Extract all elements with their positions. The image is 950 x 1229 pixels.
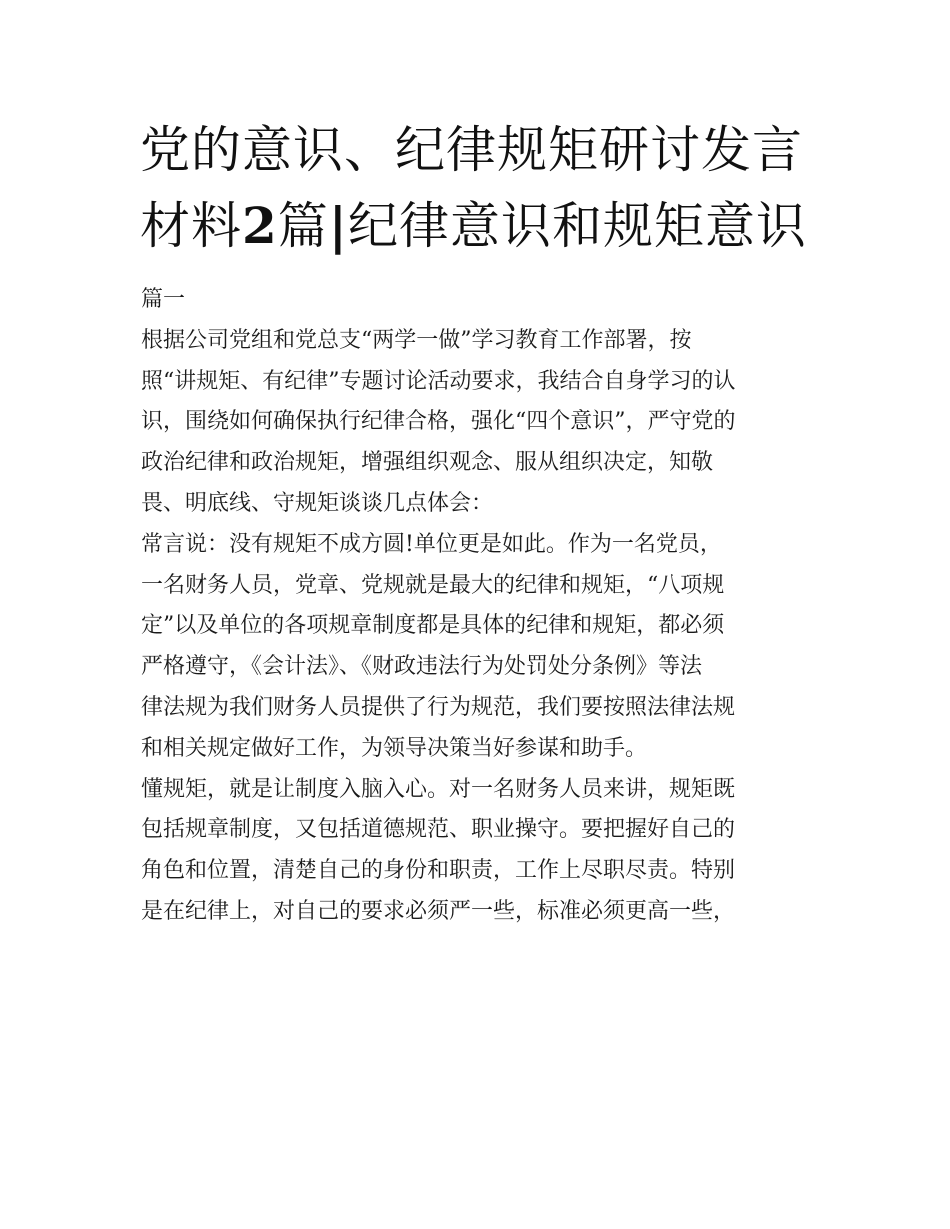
body-line: 根据公司党组和党总支“两学一做”学习教育工作部署，按 bbox=[141, 327, 692, 353]
body-line: 政治纪律和政治规矩，增强组织观念、服从组织决定，知敬 bbox=[141, 450, 714, 476]
body-line: 严格遵守，《会计法》、《财政违法行为处罚处分条例》等法 bbox=[141, 654, 703, 680]
title-line-1 bbox=[140, 112, 840, 188]
body-line: 一名财务人员，党章、党规就是最大的纪律和规矩，“八项规 bbox=[141, 572, 725, 598]
body-line: 畏、明底线、守规矩谈谈几点体会： bbox=[141, 490, 494, 516]
title-number: 2 bbox=[242, 196, 278, 255]
body-line: 和相关规定做好工作，为领导决策当好参谋和助手。 bbox=[141, 735, 648, 761]
body-line: 角色和位置，清楚自己的身份和职责，工作上尽职尽责。特别 bbox=[141, 858, 736, 884]
body-line: 是在纪律上，对自己的要求必须严一些，标准必须更高一些， bbox=[141, 898, 736, 924]
title-text: 篇 bbox=[277, 197, 329, 255]
document-title bbox=[140, 112, 840, 264]
title-separator: | bbox=[328, 196, 348, 255]
document-body bbox=[141, 280, 821, 933]
body-line: 常言说：没有规矩不成方圆!单位更是如此。作为一名党员， bbox=[141, 531, 722, 557]
body-line: 照“讲规矩、有纪律”专题讨论活动要求，我结合自身学习的认 bbox=[141, 368, 736, 394]
section-heading: 篇一 bbox=[141, 287, 186, 312]
body-line: 包括规章制度，又包括道德规范、职业操守。要把握好自己的 bbox=[141, 817, 736, 843]
title-text: 纪律意识和规矩意识 bbox=[348, 197, 807, 255]
body-line: 律法规为我们财务人员提供了行为规范，我们要按照法律法规 bbox=[141, 694, 736, 720]
body-line: 识，围绕如何确保执行纪律合格，强化“四个意识”，严守党的 bbox=[141, 409, 736, 435]
body-line: 懂规矩，就是让制度入脑入心。对一名财务人员来讲，规矩既 bbox=[141, 776, 736, 802]
title-text: 党的意识、纪律规矩研讨发言 bbox=[140, 121, 803, 179]
body-line: 定”以及单位的各项规章制度都是具体的纪律和规矩，都必须 bbox=[141, 613, 725, 639]
title-text: 材料 bbox=[140, 197, 242, 255]
title-line-2 bbox=[140, 188, 840, 264]
